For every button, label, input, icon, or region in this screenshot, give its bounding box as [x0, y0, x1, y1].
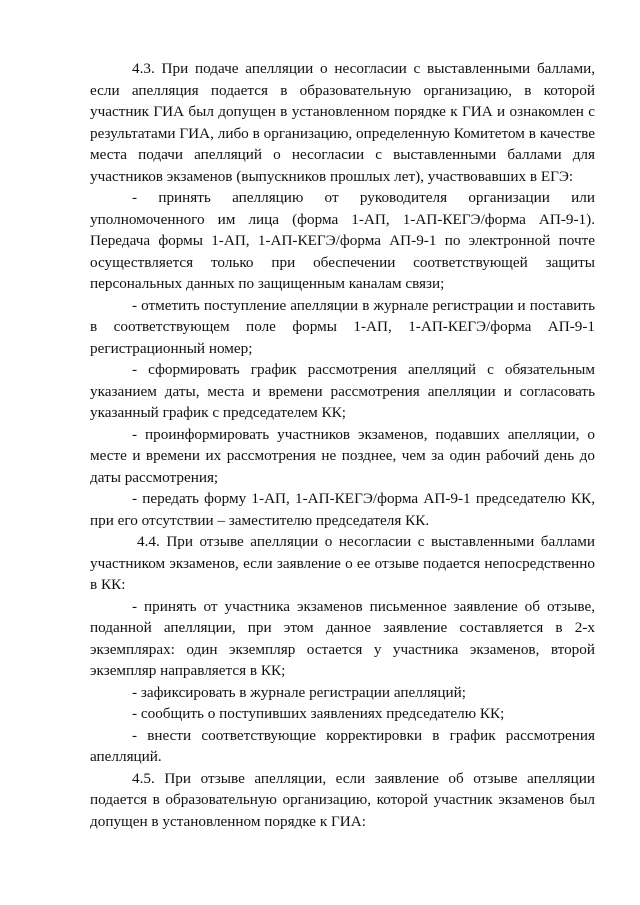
document-page [90, 58, 595, 832]
paragraph-record: - зафиксировать в журнале регистрации апелляций; [132, 683, 466, 701]
paragraph-4-5: 4.5. При отзыве апелляции, если заявление об отзыве апелляции подается в образовательную организацию, которой участник экзаменов был допущен в установленном порядке к ГИА: [90, 769, 595, 830]
paragraph-schedule: - сформировать график рассмотрения апелляций с обязательным указанием даты, места и времени рассмотрения апелляции и согласовать указанный график с председателем КК; [90, 361, 595, 421]
paragraph-4-3: 4.3. При подаче апелляции о несогласии с выставленными баллами, если апелляция подается в образовательную организацию, в которой участник ГИА был допущен в установленном порядке к ГИА и ознакомлен с результатами ГИА, либо в организацию, определенную Комитетом в качестве места подачи апелляций о несогласии с выставленными баллами для участников экзаменов (выпускников прошлых лет), участвовавших в ЕГЭ: [90, 60, 595, 185]
paragraph-inform: - проинформировать участников экзаменов, подавших апелляции, о месте и времени их рассмотрения не позднее, чем за один рабочий день до даты рассмотрения; [90, 425, 595, 486]
paragraph-adjust-schedule: - внести соответствующие корректировки в график рассмотрения апелляций. [90, 726, 595, 765]
paragraph-accept-appeal: - принять апелляцию от руководителя организации или уполномоченного им лица (форма 1-АП, 1-АП-КЕГЭ/форма АП-9-1). Передача формы 1-АП, 1-АП-КЕГЭ/форма АП-9-1 по электронной почте осуществляется только при обеспечении соответствующей защиты персональных данных по защищенным каналам связи; [90, 189, 595, 292]
paragraph-register-appeal: - отметить поступление апелляции в журнале регистрации и поставить в соответствующем поле формы 1-АП, 1-АП-КЕГЭ/форма АП-9-1 регистрационный номер; [90, 296, 595, 357]
paragraph-transfer: - передать форму 1-АП, 1-АП-КЕГЭ/форма АП-9-1 председателю КК, при его отсутствии – заместителю председателя КК. [90, 490, 595, 529]
paragraph-notify-chair: - сообщить о поступивших заявлениях председателю КК; [132, 705, 505, 722]
paragraph-accept-withdrawal: - принять от участника экзаменов письменное заявление об отзыве, поданной апелляции, при этом данное заявление составляется в 2-х экземплярах: один экземпляр остается у участника экзаменов, второй экземпляр направляется в КК; [90, 597, 595, 679]
paragraph-4-4: 4.4. При отзыве апелляции о несогласии с выставленными баллами участником экзаменов, если заявление о ее отзыве подается непосредственно в КК: [90, 533, 595, 593]
